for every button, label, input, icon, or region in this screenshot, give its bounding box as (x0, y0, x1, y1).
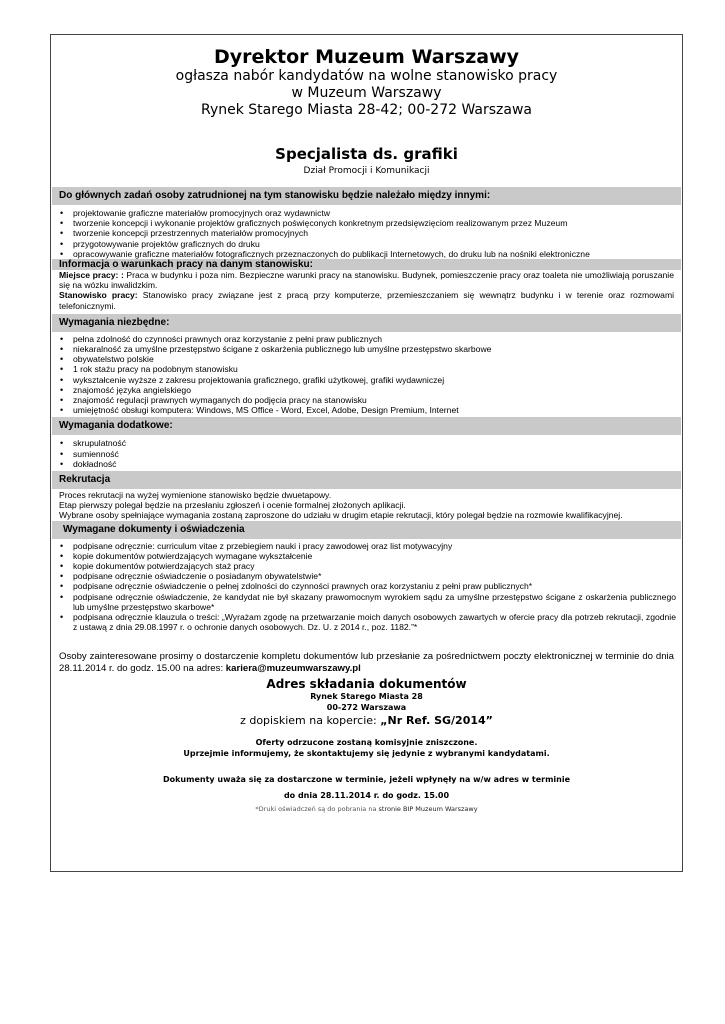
deadline-line-2: do dnia 28.11.2014 r. do godz. 15.00 (283, 790, 450, 800)
header-line-2: w Muzeum Warszawy (291, 85, 442, 101)
section-heading-conditions: Informacja o warunkach pracy na danym stanowisku: (52, 259, 681, 270)
place-text: Praca w budynku i poza nim. Bezpieczne warunki pracy na stanowisku. Budynek, pomieszczenie pracy oraz toaleta nie umożliwiają poruszanie się na wózku inwalidzkim. (59, 270, 674, 291)
post-label: Stanowisko pracy: (59, 290, 138, 301)
section-heading-documents: Wymagane dokumenty i oświadczenia (52, 521, 681, 539)
documents-list (51, 541, 682, 633)
footnote-prefix: *Druki oświadczeń są do pobrania na (255, 804, 377, 813)
header-line-1: ogłasza nabór kandydatów na wolne stanowisko pracy (175, 68, 558, 84)
submission-body: Osoby zainteresowane prosimy o dostarczenie kompletu dokumentów lub przesłanie za pośrednictwem poczty elektronicznej w terminie do dnia 28.11.2014 r. do godz. 15.00 na adres: (59, 650, 674, 674)
list-item: • dokładność (70, 459, 676, 469)
list-item: • sumienność (70, 449, 676, 459)
list-item: • podpisane odręcznie oświadczenie o pełnej zdolności do czynności prawnych oraz korzystaniu z pełni praw publicznych* (70, 581, 676, 591)
address-heading: Adres składania dokumentów (266, 676, 467, 691)
place-label: Miejsce pracy: : (59, 270, 124, 281)
footnote-link[interactable]: stronie BIP Muzeum Warszawy (378, 804, 478, 813)
list-item: • kopie dokumentów potwierdzających wymagane wykształcenie (70, 551, 676, 561)
tasks-list (51, 208, 682, 259)
list-item: • projektowanie graficzne materiałów promocyjnych oraz wydawnictw (70, 208, 676, 218)
list-item: • 1 rok stażu pracy na podobnym stanowisku (70, 364, 676, 374)
list-item: • podpisane odręcznie: curriculum vitae z przebiegiem nauki i pracy zawodowej oraz list motywacyjny (70, 541, 676, 551)
list-item: • kopie dokumentów potwierdzających staż pracy (70, 561, 676, 571)
deadline-line-1: Dokumenty uważa się za dostarczone w terminie, jeżeli wpłynęły na w/w adres w terminie (162, 774, 571, 784)
announcement-header (51, 46, 682, 177)
conditions-place (51, 270, 682, 290)
list-item: • niekaralność za umyślne przestępstwo ścigane z oskarżenia publicznego lub umyślne przestępstwo skarbowe (70, 344, 676, 354)
section-heading-tasks: Do głównych zadań osoby zatrudnionej na tym stanowisku będzie należało między innymi: (52, 187, 681, 205)
reference-code: „Nr Ref. SG/2014” (380, 713, 493, 727)
recruitment-line-3: Wybrane osoby spełniające wymagania zostaną zaproszone do udziału w drugim etapie rekrutacji, który polegał będzie na rozmowie kwalifikacyjnej. (59, 510, 623, 521)
list-item: • wykształcenie wyższe z zakresu projektowania graficznego, grafiki użytkowej, grafiki wydawniczej (70, 375, 676, 385)
reference-prefix: z dopiskiem na kopercie: (240, 713, 377, 727)
page-title: Dyrektor Muzeum Warszawy (213, 46, 520, 68)
section-heading-recruitment: Rekrutacja (52, 471, 681, 489)
section-heading-required: Wymagania niezbędne: (52, 314, 681, 332)
note-contact: Uprzejmie informujemy, że skontaktujemy się jedynie z wybranymi kandydatami. (183, 748, 550, 758)
header-address: Rynek Starego Miasta 28-42; 00-272 Warszawa (201, 102, 532, 118)
list-item: • umiejętność obsługi komputera: Windows, MS Office - Word, Excel, Adobe, Design Premium, Internet (70, 405, 676, 415)
list-item: • opracowywanie graficzne materiałów fotograficznych przeznaczonych do publikacji Internetowych, do druku lub na nośniki elektroniczne (70, 249, 676, 259)
address-street: Rynek Starego Miasta 28 (310, 691, 423, 701)
list-item: • znajomość języka angielskiego (70, 385, 676, 395)
list-item: • skrupulatność (70, 438, 676, 448)
recruitment-line-2: Etap pierwszy polegał będzie na przesłaniu zgłoszeń i ocenie formalnej złożonych aplikacji. (59, 500, 406, 511)
recruitment-line-1: Proces rekrutacji na wyżej wymienione stanowisko będzie dwuetapowy. (59, 490, 332, 501)
list-item: • tworzenie koncepcji przestrzennych materiałów promocyjnych (70, 228, 676, 238)
list-item: • pełna zdolność do czynności prawnych oraz korzystanie z pełni praw publicznych (70, 334, 676, 344)
envelope-reference (51, 714, 682, 728)
list-item: • znajomość regulacji prawnych wymaganych do podjęcia pracy na stanowisku (70, 395, 676, 405)
section-heading-additional: Wymagania dodatkowe: (52, 417, 681, 435)
list-item: • podpisane odręcznie oświadczenie, że kandydat nie był skazany prawomocnym wyrokiem sądu za umyślne przestępstwo ścigane z oskarżenia publicznego lub umyślne przestępstwo skarbowe* (70, 592, 676, 612)
submission-text (51, 651, 682, 675)
address-city: 00-272 Warszawa (326, 702, 407, 712)
list-item: • przygotowywanie projektów graficznych do druku (70, 239, 676, 249)
job-announcement (50, 34, 683, 872)
submission-email[interactable]: kariera@muzeumwarszawy.pl (225, 662, 361, 674)
required-list (51, 334, 682, 416)
list-item: • podpisane odręcznie oświadczenie o posiadanym obywatelstwie* (70, 571, 676, 581)
department: Dział Promocji i Komunikacji (303, 166, 430, 176)
footnote (51, 805, 682, 814)
job-title: Specjalista ds. grafiki (275, 145, 458, 163)
note-destroyed: Oferty odrzucone zostaną komisyjnie zniszczone. (255, 737, 478, 747)
conditions-post (51, 290, 682, 310)
list-item: • obywatelstwo polskie (70, 354, 676, 364)
list-item: • podpisana odręcznie klauzula o treści: „Wyrażam zgodę na przetwarzanie moich danych osobowych zawartych w ofercie pracy dla potrzeb rekrutacji, zgodnie z ustawą z dnia 29.08.1997 r. o ochronie danych osobowych. Dz. U. z 2014 r., poz. 1182.”* (70, 612, 676, 632)
additional-list (51, 438, 682, 469)
post-text: Stanowisko pracy związane jest z pracą przy komputerze, przemieszczaniem się wewnątrz budynku i w terenie oraz rozmowami telefonicznymi. (59, 290, 675, 311)
list-item: • tworzenie koncepcji i wykonanie projektów graficznych poświęconych konkretnym przedsięwzięciom realizowanym przez Muzeum (70, 218, 676, 228)
